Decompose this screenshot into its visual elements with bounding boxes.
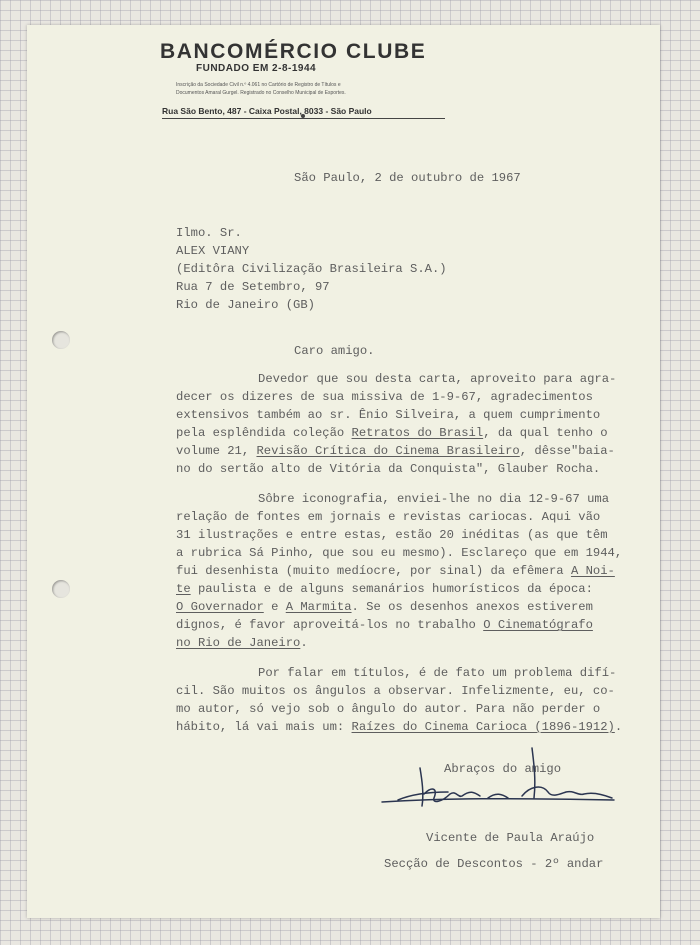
periodical-a-noite: A Noi- [570, 564, 615, 578]
proposed-title-raizes: Raízes do Cinema Carioca (1896-1912) [351, 720, 615, 734]
body-line [176, 444, 615, 458]
body-line: Sôbre iconografia, enviei-lhe no dia 12-9-67 uma [258, 492, 610, 506]
signer-name: Vicente de Paula Araújo [426, 831, 595, 845]
body-line [176, 600, 593, 614]
date-line: São Paulo, 2 de outubro de 1967 [294, 171, 521, 185]
recipient-city: Rio de Janeiro (GB) [176, 298, 315, 312]
recipient-street: Rua 7 de Setembro, 97 [176, 280, 330, 294]
handwritten-signature [362, 742, 618, 808]
recipient-company: (Editôra Civilização Brasileira S.A.) [176, 262, 447, 276]
text-run: , dêsse"baia- [519, 444, 615, 458]
body-line [176, 720, 622, 734]
text-run: e [263, 600, 286, 614]
text-run: paulista e de alguns semanários humorísticos da época: [190, 582, 593, 596]
letterhead-registration-1: Inscrição da Sociedade Civil n.º 4.061 no Cartório de Registro de Títulos e [176, 82, 341, 88]
book-title-revisao: Revisão Crítica do Cinema Brasileiro [256, 444, 520, 458]
periodical-a-marmita: A Marmita [285, 600, 352, 614]
body-line: a rubrica Sá Pinho, que sou eu mesmo). Esclareço que em 1944, [176, 546, 623, 560]
text-run: . [300, 636, 308, 650]
text-run: fui desenhista (muito medíocre, por sinal) da efêmera [176, 564, 571, 578]
body-line [176, 636, 308, 650]
text-run: volume 21, [176, 444, 257, 458]
body-line [176, 564, 615, 578]
body-line: cil. São muitos os ângulos a observar. Infelizmente, eu, co- [176, 684, 615, 698]
punch-hole-bottom [52, 580, 70, 598]
book-title-retratos: Retratos do Brasil [351, 426, 484, 440]
letterhead-address: Rua São Bento, 487 - Caixa Postal, 8033 - São Paulo [162, 106, 372, 116]
body-line: Devedor que sou desta carta, aproveito para agra- [258, 372, 617, 386]
body-line: relação de fontes em jornais e revistas cariocas. Aqui vão [176, 510, 601, 524]
letterhead-founded: FUNDADO EM 2-8-1944 [196, 63, 317, 74]
work-title-cinematografo-cont: no Rio de Janeiro [176, 636, 301, 650]
text-run: dignos, é favor aproveitá-los no trabalho [176, 618, 484, 632]
punch-hole-top [52, 331, 70, 349]
letterhead-rule [162, 118, 445, 119]
body-line: mo autor, só vejo sob o ângulo do autor. Para não perder o [176, 702, 601, 716]
periodical-a-noite-cont: te [176, 582, 191, 596]
body-line: extensivos também ao sr. Ênio Silveira, a quem cumprimento [176, 408, 601, 422]
text-run: . [614, 720, 623, 734]
letterhead-name: BANCOMÉRCIO CLUBE [160, 40, 427, 63]
text-run: . Se os desenhos anexos estiverem [351, 600, 593, 614]
letterhead-registration-2: Documentos Amaral Gurgel. Registrado no Conselho Municipal de Esportes. [176, 90, 346, 96]
body-line [176, 618, 593, 632]
greeting: Caro amigo. [294, 344, 375, 358]
text-run: , da qual tenho o [483, 426, 608, 440]
body-line [176, 582, 593, 596]
body-line [176, 426, 608, 440]
body-line: Por falar em títulos, é de fato um problema difí- [258, 666, 617, 680]
body-line: 31 ilustrações e entre estas, estão 20 inéditas (as que têm [176, 528, 608, 542]
work-title-cinematografo: O Cinematógrafo [483, 618, 593, 632]
closing: Abraços do amigo [444, 762, 562, 776]
body-line: no do sertão alto de Vitória da Conquista", Glauber Rocha. [176, 462, 601, 476]
text-run: pela esplêndida coleção [176, 426, 352, 440]
periodical-o-governador: O Governador [176, 600, 264, 614]
body-line: decer os dizeres de sua missiva de 1-9-67, agradecimentos [176, 390, 593, 404]
department: Secção de Descontos - 2º andar [384, 857, 604, 871]
recipient-title: Ilmo. Sr. [176, 226, 242, 240]
recipient-name: ALEX VIANY [176, 244, 250, 258]
text-run: hábito, lá vai mais um: [176, 720, 352, 734]
